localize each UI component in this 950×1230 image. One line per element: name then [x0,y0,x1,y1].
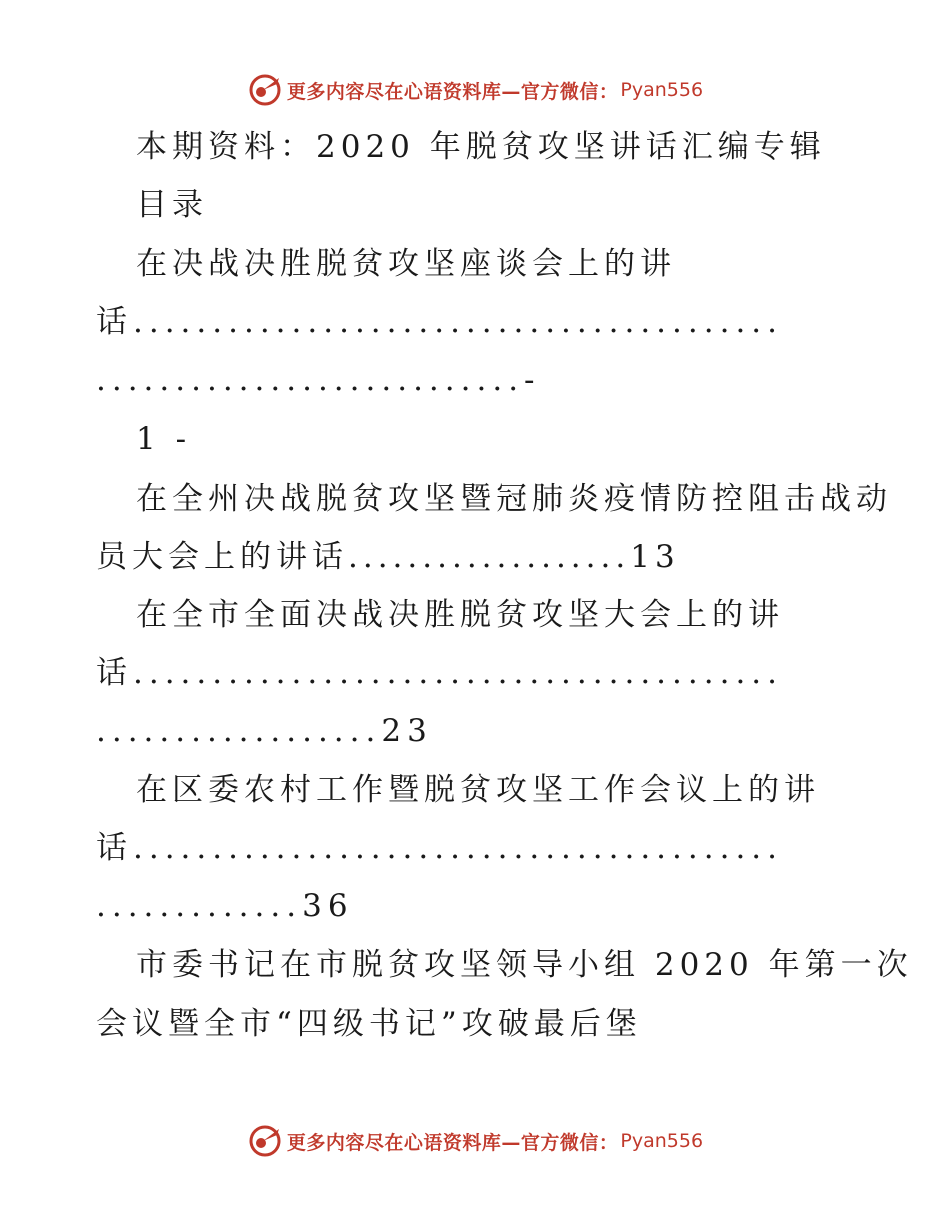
toc-entry-1-leader-cont: ...........................- [96,362,541,398]
toc-entry-3-title: 在全市全面决战决胜脱贫攻坚大会上的讲 [136,597,784,633]
toc-entry-5-title: 市委书记在市脱贫攻坚领导小组 2020 年第一次 [136,947,913,983]
toc-entry-1-leader: 话......................................... [96,304,784,340]
banner-wechat-id: Pyan556 [620,79,704,101]
footer-banner [0,1121,950,1161]
banner-text: 更多内容尽在心语资料库—官方微信： [286,80,619,103]
toc-entry-1-page: 1 - [136,421,192,457]
toc-entry-3-leader: 话......................................... [96,655,784,691]
brand-logo-icon [247,1123,283,1159]
toc-entry-1-title: 在决战决胜脱贫攻坚座谈会上的讲 [136,246,676,282]
toc-entry-2-title: 在全州决战脱贫攻坚暨冠肺炎疫情防控阻击战动 [136,481,892,517]
toc-entry-3-page: ..................23 [96,713,433,749]
toc-entry-5-title-cont: 会议暨全市“四级书记”攻破最后堡 [96,1006,642,1042]
toc-entry-4-leader: 话......................................... [96,830,784,866]
header-banner [0,70,950,110]
document-title: 本期资料：2020 年脱贫攻坚讲话汇编专辑 [136,129,826,165]
toc-entry-4-title: 在区委农村工作暨脱贫攻坚工作会议上的讲 [136,772,820,808]
toc-entry-4-page: .............36 [96,888,354,924]
banner-wechat-id: Pyan556 [620,1130,704,1152]
banner-text: 更多内容尽在心语资料库—官方微信： [286,1131,619,1154]
toc-entry-2-title-cont: 员大会上的讲话...................13 [96,539,680,575]
brand-logo-icon [247,72,283,108]
toc-heading: 目录 [136,187,208,223]
